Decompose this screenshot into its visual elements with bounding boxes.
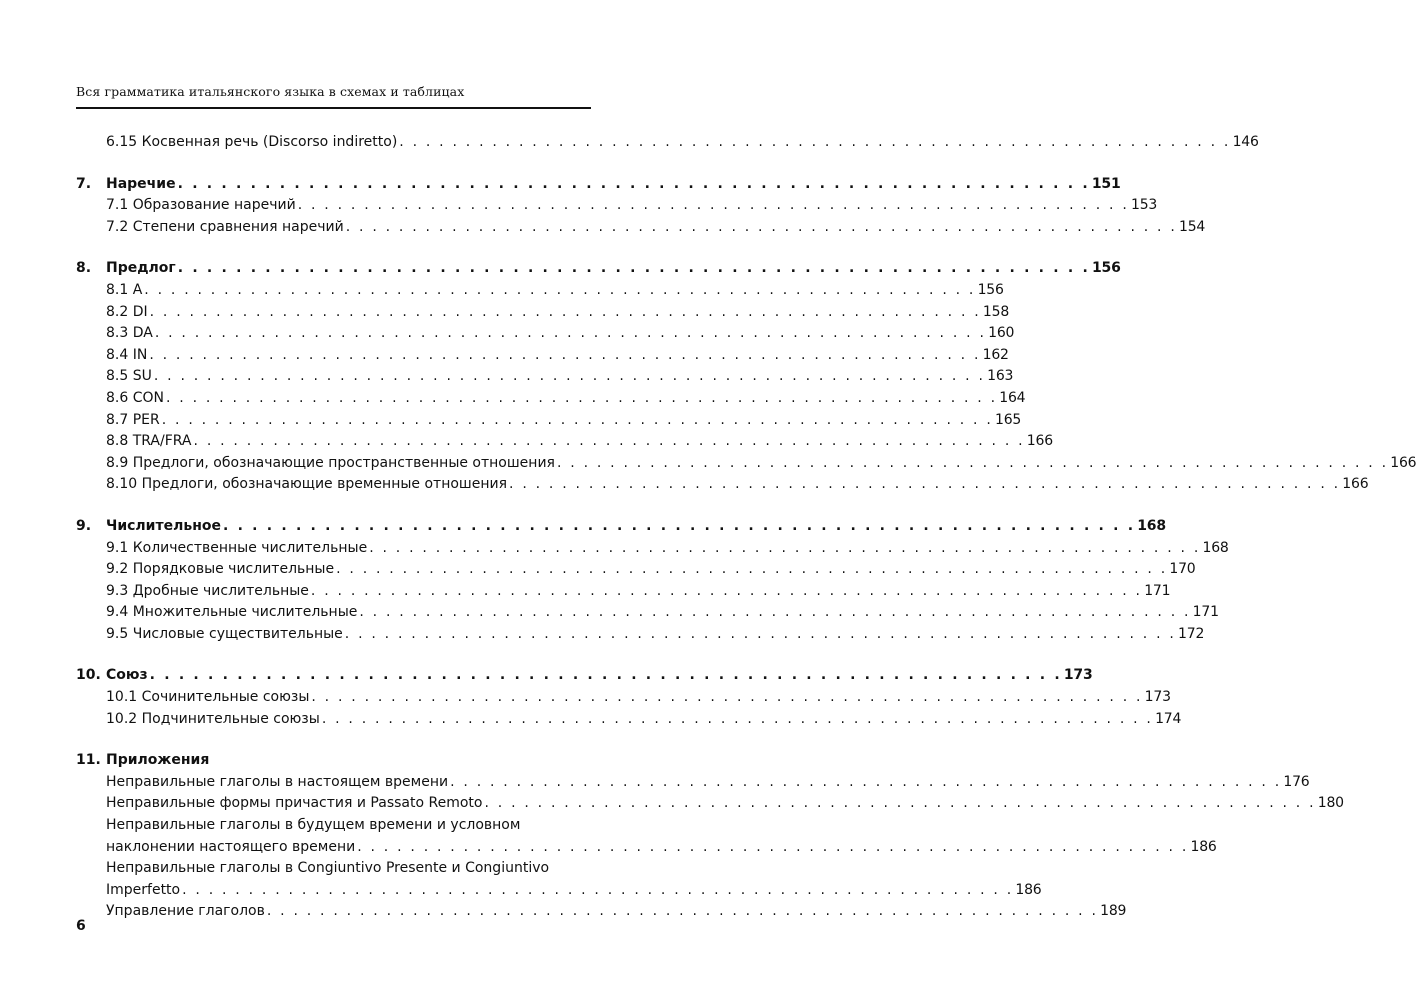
toc-entry-body [106, 559, 1196, 581]
toc-entry-title: 9.2 Порядковые числительные [106, 561, 335, 578]
toc-dot-leader: . . . . . . . . . . . . . . . . . . . . . . . . . . . . . . . . . . . . . . . . . . . . . . . . . . . . . . . . . . . . . . . [193, 433, 1025, 450]
toc-page-number: 186 [1015, 881, 1042, 898]
page-number: 6 [76, 918, 86, 934]
toc-entry-body [106, 366, 1014, 388]
toc-entry-body [106, 772, 1310, 794]
toc-dot-leader: . . . . . . . . . . . . . . . . . . . . . . . . . . . . . . . . . . . . . . . . . . . . . . . . . . . . . . . . . . . . . . . [165, 389, 998, 406]
toc-dot-leader: . . . . . . . . . . . . . . . . . . . . . . . . . . . . . . . . . . . . . . . . . . . . . . . . . . . . . . . . . . . . . . . [509, 476, 1341, 493]
toc-entry-body [106, 431, 1053, 453]
toc-page-number: 162 [982, 346, 1009, 363]
toc-entry-row[interactable] [76, 217, 1206, 239]
toc-entry-row[interactable] [76, 302, 1010, 324]
toc-dot-leader: . . . . . . . . . . . . . . . . . . . . . . . . . . . . . . . . . . . . . . . . . . . . . . . . . . . . . . . . . . . . . . . [153, 368, 986, 385]
toc-entry-row[interactable] [76, 901, 1127, 923]
toc-entry-row[interactable] [76, 366, 1014, 388]
toc-dot-leader: . . . . . . . . . . . . . . . . . . . . . . . . . . . . . . . . . . . . . . . . . . . . . . . . . . . . . . . . . . . . . . . [556, 454, 1389, 471]
toc-entry-body [106, 624, 1205, 646]
toc-entry-title: 9.3 Дробные числительные [106, 582, 309, 599]
toc-entry-title: 8.6 CON [106, 389, 164, 406]
toc-page-number: 156 [1091, 260, 1121, 277]
toc-dot-leader: . . . . . . . . . . . . . . . . . . . . . . . . . . . . . . . . . . . . . . . . . . . . . . . . . . . . . . . . . . . . . . . [310, 582, 1143, 599]
toc-dot-leader: . . . . . . . . . . . . . . . . . . . . . . . . . . . . . . . . . . . . . . . . . . . . . . . . . . . . . . . . . . . . . . . [177, 260, 1090, 277]
section-gap [76, 154, 591, 174]
toc-entry-body [106, 280, 1004, 302]
toc-dot-leader: . . . . . . . . . . . . . . . . . . . . . . . . . . . . . . . . . . . . . . . . . . . . . . . . . . . . . . . . . . . . . . . [484, 795, 1316, 812]
toc-entry-title: Неправильные глаголы в Congiuntivo Presente и Congiuntivo [106, 860, 550, 877]
toc-chapter-row[interactable] [76, 258, 1121, 280]
toc-entry-body [106, 602, 1219, 624]
toc-entry-row[interactable] [76, 474, 1369, 496]
toc-entry-row[interactable] [76, 624, 1205, 646]
section-gap [76, 496, 591, 516]
toc-entry-body [106, 453, 1416, 475]
toc-entry-row[interactable] [76, 793, 1344, 815]
toc-chapter-number: 7. [76, 175, 92, 192]
toc-entry-body [106, 345, 1009, 367]
toc-entry-row[interactable] [76, 772, 1310, 794]
toc-entry-title: 6.15 Косвенная речь (Discorso indiretto) [106, 134, 398, 150]
toc-entry-title: 9.1 Количественные числительные [106, 539, 368, 556]
toc-dot-leader: . . . . . . . . . . . . . . . . . . . . . . . . . . . . . . . . . . . . . . . . . . . . . . . . . . . . . . . . . . . . . . . [177, 175, 1090, 192]
section-gap [76, 645, 591, 665]
toc-entry-body [106, 665, 1093, 687]
toc-dot-leader: . . . . . . . . . . . . . . . . . . . . . . . . . . . . . . . . . . . . . . . . . . . . . . . . . . . . . . . . . . . . . . . [321, 710, 1154, 727]
toc-entry-title: 8.1 A [106, 281, 143, 298]
toc-entry-title: 8.9 Предлоги, обозначающие пространственные отношения [106, 454, 555, 471]
toc-page-number: 173 [1144, 689, 1171, 706]
section-gap [76, 238, 591, 258]
toc-entry-body [106, 132, 1259, 154]
toc-chapter-number: 8. [76, 260, 92, 277]
toc-page-number: 168 [1137, 517, 1166, 534]
toc-entry-body [106, 901, 1127, 923]
toc-entry-row[interactable] [76, 602, 1219, 624]
toc-dot-leader: . . . . . . . . . . . . . . . . . . . . . . . . . . . . . . . . . . . . . . . . . . . . . . . . . . . . . . . . . . . . . . . [149, 346, 981, 363]
toc-dot-leader: . . . . . . . . . . . . . . . . . . . . . . . . . . . . . . . . . . . . . . . . . . . . . . . . . . . . . . . . . . . . . . . [297, 197, 1129, 214]
toc-page-number: 164 [999, 389, 1026, 406]
toc-page-number: 146 [1232, 134, 1259, 150]
toc-entry-body [106, 793, 1344, 815]
toc-entry-row[interactable] [76, 388, 1026, 410]
toc-entry-title: 8.4 IN [106, 346, 148, 363]
toc-entry-title: Наречие [106, 175, 176, 192]
toc-entry-row[interactable] [76, 431, 1053, 453]
toc-entry-row[interactable] [76, 837, 1217, 859]
toc-entry-body [106, 880, 1042, 902]
toc-entry-body [106, 323, 1015, 345]
toc-entry-body [106, 217, 1206, 239]
toc-entry-body [106, 815, 591, 837]
toc-dot-leader: . . . . . . . . . . . . . . . . . . . . . . . . . . . . . . . . . . . . . . . . . . . . . . . . . . . . . . . . . . . . . . . [311, 689, 1143, 706]
toc-entry-title: Неправильные глаголы в настоящем времени [106, 773, 449, 790]
toc-page-number: 176 [1283, 773, 1310, 790]
toc-entry-body [106, 410, 1022, 432]
toc-dot-leader: . . . . . . . . . . . . . . . . . . . . . . . . . . . . . . . . . . . . . . . . . . . . . . . . . . . . . . . . . . . . . . . [359, 604, 1191, 621]
toc-dot-leader: . . . . . . . . . . . . . . . . . . . . . . . . . . . . . . . . . . . . . . . . . . . . . . . . . . . . . . . . . . . . . . . [182, 881, 1014, 898]
toc-entry-row[interactable] [76, 410, 1022, 432]
toc-entry-title: 7.2 Степени сравнения наречий [106, 218, 344, 235]
toc-entry-title: 8.2 DI [106, 303, 148, 320]
toc-page-number: 151 [1091, 175, 1121, 192]
toc-page-number: 165 [995, 411, 1022, 428]
toc-dot-leader: . . . . . . . . . . . . . . . . . . . . . . . . . . . . . . . . . . . . . . . . . . . . . . . . . . . . . . . . . . . . . . . [149, 667, 1062, 684]
toc-entry-row[interactable] [76, 195, 1158, 217]
toc-entry-title: Союз [106, 667, 148, 684]
toc-page-number: 163 [987, 368, 1014, 385]
toc-dot-leader: . . . . . . . . . . . . . . . . . . . . . . . . . . . . . . . . . . . . . . . . . . . . . . . . . . . . . . . . . . . . . . . [344, 625, 1177, 642]
toc-dot-leader: . . . . . . . . . . . . . . . . . . . . . . . . . . . . . . . . . . . . . . . . . . . . . . . . . . . . . . . . . . . . . . . [336, 561, 1168, 578]
toc-entry-body [106, 388, 1026, 410]
toc-dot-leader: . . . . . . . . . . . . . . . . . . . . . . . . . . . . . . . . . . . . . . . . . . . . . . . . . . . . . . . . . . . . . . . [223, 517, 1136, 534]
toc-dot-leader: . . . . . . . . . . . . . . . . . . . . . . . . . . . . . . . . . . . . . . . . . . . . . . . . . . . . . . . . . . . . . . . [399, 134, 1231, 150]
toc-dot-leader: . . . . . . . . . . . . . . . . . . . . . . . . . . . . . . . . . . . . . . . . . . . . . . . . . . . . . . . . . . . . . . . [149, 303, 981, 320]
toc-chapter-row[interactable] [76, 750, 591, 772]
toc-entry-title: Управление глаголов [106, 903, 265, 920]
toc-dot-leader: . . . . . . . . . . . . . . . . . . . . . . . . . . . . . . . . . . . . . . . . . . . . . . . . . . . . . . . . . . . . . . . [161, 411, 994, 428]
toc-entry-body [106, 858, 591, 880]
toc-entry-title: Предлог [106, 260, 176, 277]
toc-entry-title: 10.1 Сочинительные союзы [106, 689, 310, 706]
toc-page-number: 173 [1063, 667, 1093, 684]
toc-entry-title: Приложения [106, 752, 210, 769]
toc-entry-title: 9.5 Числовые существительные [106, 625, 343, 642]
toc-page-number: 186 [1190, 838, 1217, 855]
toc-entry-title: Числительное [106, 517, 221, 534]
toc-page-number: 153 [1130, 197, 1158, 214]
toc-page-number: 171 [1192, 604, 1219, 621]
toc-chapter-row[interactable] [76, 516, 1166, 538]
toc-dot-leader: . . . . . . . . . . . . . . . . . . . . . . . . . . . . . . . . . . . . . . . . . . . . . . . . . . . . . . . . . . . . . . . [266, 903, 1099, 920]
toc-page-number: 166 [1026, 433, 1053, 450]
toc-page-number: 180 [1317, 795, 1344, 812]
toc-entry-row[interactable] [76, 815, 591, 837]
toc-entry-body [106, 538, 1229, 560]
toc-page-number: 166 [1390, 454, 1416, 471]
toc-entry-row[interactable] [76, 132, 1259, 154]
toc-entry-row[interactable] [76, 858, 591, 880]
toc-page-number: 158 [982, 303, 1010, 320]
toc-entry-row[interactable] [76, 453, 1416, 475]
toc-page-number: 174 [1155, 710, 1182, 727]
toc-entry-title: Imperfetto [106, 881, 181, 898]
toc-entry-body [106, 195, 1158, 217]
toc-page-number: 156 [977, 281, 1004, 298]
toc-entry-body [106, 174, 1121, 196]
toc-dot-leader: . . . . . . . . . . . . . . . . . . . . . . . . . . . . . . . . . . . . . . . . . . . . . . . . . . . . . . . . . . . . . . . [369, 539, 1201, 556]
toc-page-number: 168 [1202, 539, 1229, 556]
running-header: Вся грамматика итальянского языка в схемах и таблицах [76, 84, 465, 99]
toc-entry-title: 10.2 Подчинительные союзы [106, 710, 320, 727]
toc-entry-body [106, 302, 1010, 324]
toc-chapter-row[interactable] [76, 174, 1121, 196]
toc-chapter-row[interactable] [76, 665, 1093, 687]
toc-entry-title: Неправильные формы причастия и Passato Remoto [106, 795, 483, 812]
toc-entry-title: 8.7 PER [106, 411, 160, 428]
toc-dot-leader: . . . . . . . . . . . . . . . . . . . . . . . . . . . . . . . . . . . . . . . . . . . . . . . . . . . . . . . . . . . . . . . [154, 325, 987, 342]
toc-entry-title: 8.5 SU [106, 368, 152, 385]
toc-entry-title: 9.4 Множительные числительные [106, 604, 358, 621]
toc-entry-row[interactable] [76, 323, 1015, 345]
toc-page-number: 172 [1178, 625, 1205, 642]
toc-entry-row[interactable] [76, 559, 1196, 581]
toc-page-number: 170 [1169, 561, 1196, 578]
toc-entry-body [106, 516, 1166, 538]
toc-entry-row[interactable] [76, 709, 1182, 731]
section-gap [76, 730, 591, 750]
toc-entry-row[interactable] [76, 687, 1171, 709]
toc-entry-body [106, 258, 1121, 280]
toc-chapter-number: 10. [76, 667, 101, 684]
toc-page-number: 171 [1144, 582, 1171, 599]
toc-entry-row[interactable] [76, 345, 1009, 367]
toc-dot-leader: . . . . . . . . . . . . . . . . . . . . . . . . . . . . . . . . . . . . . . . . . . . . . . . . . . . . . . . . . . . . . . . [450, 773, 1282, 790]
toc-entry-title: наклонении настоящего времени [106, 838, 356, 855]
toc-entry-row[interactable] [76, 538, 1229, 560]
toc-chapter-number: 9. [76, 517, 92, 534]
toc-page-number: 166 [1342, 476, 1369, 493]
toc-entry-body [106, 687, 1171, 709]
header-rule [76, 107, 591, 109]
toc-entry-body [106, 837, 1217, 859]
toc-page-number: 154 [1179, 218, 1206, 235]
toc-entry-title: 8.3 DA [106, 325, 153, 342]
toc-entry-body [106, 709, 1182, 731]
toc-entry-row[interactable] [76, 581, 1171, 603]
table-of-contents [76, 132, 1416, 923]
toc-entry-body [106, 750, 591, 772]
toc-entry-title: 7.1 Образование наречий [106, 197, 296, 214]
toc-entry-row[interactable] [76, 880, 1042, 902]
toc-entry-body [106, 581, 1171, 603]
toc-entry-title: Неправильные глаголы в будущем времени и условном [106, 817, 521, 834]
toc-chapter-number: 11. [76, 752, 101, 769]
toc-entry-title: 8.10 Предлоги, обозначающие временные отношения [106, 476, 508, 493]
toc-page-number: 189 [1100, 903, 1127, 920]
toc-entry-title: 8.8 TRA/FRA [106, 433, 192, 450]
toc-page-number: 160 [988, 325, 1015, 342]
toc-entry-row[interactable] [76, 280, 1004, 302]
toc-dot-leader: . . . . . . . . . . . . . . . . . . . . . . . . . . . . . . . . . . . . . . . . . . . . . . . . . . . . . . . . . . . . . . . [357, 838, 1189, 855]
toc-dot-leader: . . . . . . . . . . . . . . . . . . . . . . . . . . . . . . . . . . . . . . . . . . . . . . . . . . . . . . . . . . . . . . . [345, 218, 1178, 235]
toc-entry-body [106, 474, 1369, 496]
toc-dot-leader: . . . . . . . . . . . . . . . . . . . . . . . . . . . . . . . . . . . . . . . . . . . . . . . . . . . . . . . . . . . . . . . [144, 281, 976, 298]
